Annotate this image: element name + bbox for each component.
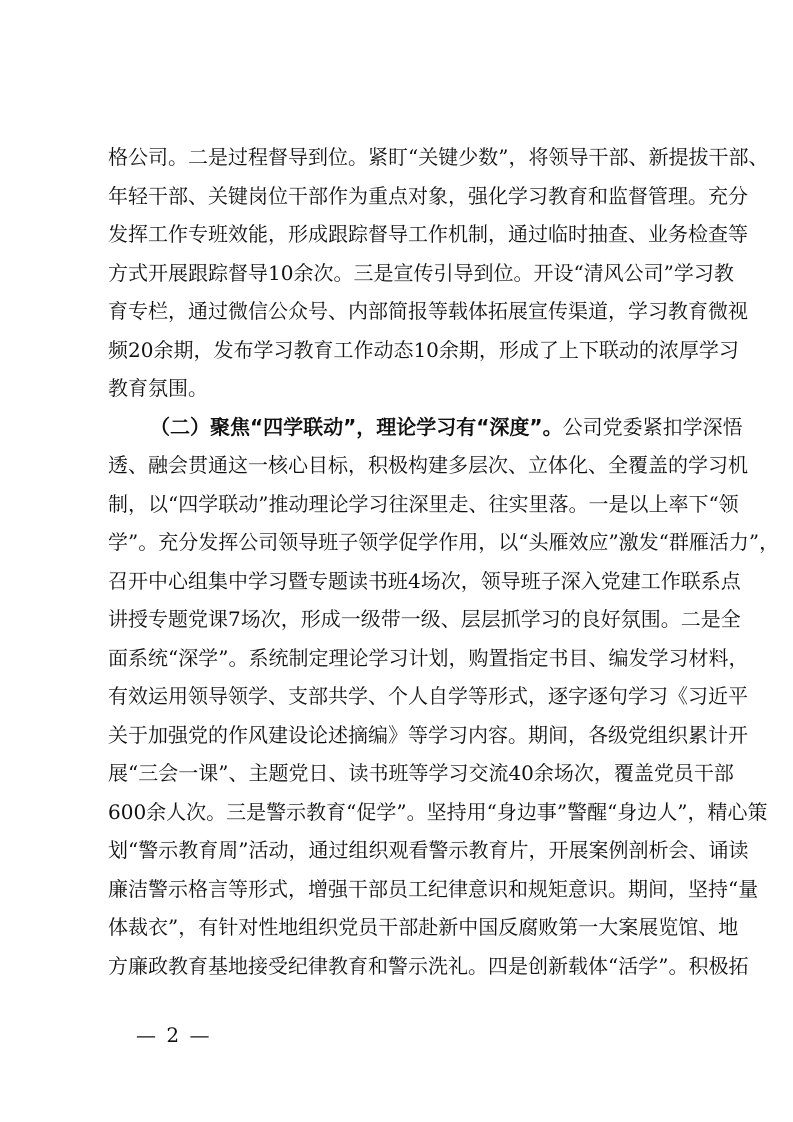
text-line: 廉洁警示格言等形式，增强干部员工纪律意识和规矩意识。期间，坚持“量 [108,876,759,901]
text-line: 育专栏，通过微信公众号、内部简报等载体拓展宣传渠道，学习教育微视 [108,299,748,323]
text-line: 关于加强党的作风建设论述摘编》等学习内容。期间，各级党组织累计开 [108,722,748,747]
text-line: 制，以“四学联动”推动理论学习往深里走、往实里落。一是以上率下“领 [108,491,739,516]
text-line: 教育氛围。 [108,376,208,400]
text-line: 方式开展跟踪督导10余次。三是宣传引导到位。开设“清风公司”学习教 [108,260,734,285]
text-line: 透、融会贯通这一核心目标，积极构建多层次、立体化、全覆盖的学习机 [108,453,748,477]
section-heading-line [108,408,743,447]
text-line: 年轻干部、关键岗位干部作为重点对象，强化学习教育和监督管理。充分 [108,183,748,208]
text-line: 学”。充分发挥公司领导班子领学促学作用，以“头雁效应”激发“群雁活力”， [108,530,780,554]
text-line: 展“三会一课”、主题党日、读书班等学习交流40余场次，覆盖党员干部 [108,761,734,785]
section-heading: （二）聚焦“四学联动”，理论学习有“深度”。 [150,414,563,439]
text-line: 发挥工作专班效能，形成跟踪督导工作机制，通过临时抽查、业务检查等 [108,222,748,246]
text-line: 讲授专题党课7场次，形成一级带一级、层层抓学习的良好氛围。二是全 [108,607,741,631]
text-line: 格公司。二是过程督导到位。紧盯“关键少数”，将领导干部、新提拔干部、 [108,145,769,169]
text-line: 公司党委紧扣学深悟 [562,414,743,439]
page-number: — 2 — [136,1023,212,1047]
text-line: 频20余期，发布学习教育工作动态10余期，形成了上下联动的浓厚学习 [108,337,739,362]
text-line: 600余人次。三是警示教育“促学”。坚持用“身边事”警醒“身边人”，精心策 [108,799,768,824]
text-line: 面系统“深学”。系统制定理论学习计划，购置指定书目、编发学习材料， [108,645,749,670]
document-body [108,138,780,985]
text-line: 有效运用领导领学、支部共学、个人自学等形式，逐字逐句学习《习近平 [108,684,748,708]
text-line: 召开中心组集中学习暨专题读书班4场次，领导班子深入党建工作联系点 [108,568,741,593]
text-line: 体裁衣”，有针对性地组织党员干部赴新中国反腐败第一大案展览馆、地 [108,915,739,939]
text-line: 方廉政教育基地接受纪律教育和警示洗礼。四是创新载体“活学”。积极拓 [108,953,749,978]
text-line: 划“警示教育周”活动，通过组织观看警示教育片，开展案例剖析会、诵读 [108,838,749,862]
